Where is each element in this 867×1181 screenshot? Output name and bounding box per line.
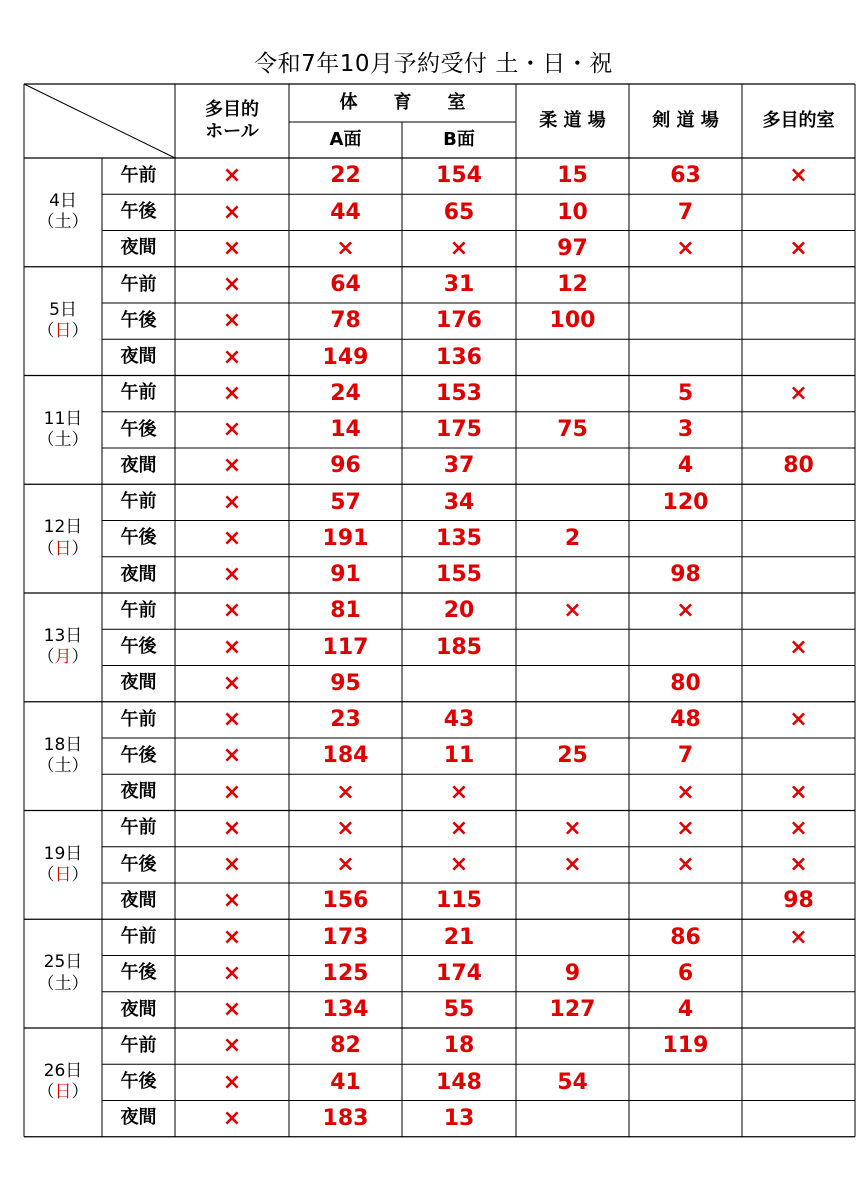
table-cell: 135: [436, 525, 482, 551]
day-label: [24, 811, 102, 920]
day-label: [24, 1028, 102, 1137]
table-cell: [516, 339, 629, 375]
period-label: 午前: [120, 817, 157, 839]
day-date: 26日: [43, 1061, 83, 1082]
table-cell: 80: [670, 670, 701, 696]
table-cell: ×: [563, 815, 582, 841]
period-label: 夜間: [120, 237, 157, 259]
table-cell: [516, 702, 629, 738]
header-judo: 柔 道 場: [539, 109, 606, 131]
table-cell: 43: [443, 707, 475, 733]
table-cell: 98: [783, 888, 814, 914]
table-cell: 134: [322, 997, 369, 1023]
table-cell: [742, 484, 855, 520]
table-cell: ×: [449, 235, 469, 261]
table-cell: ×: [789, 235, 808, 261]
day-date: 19日: [43, 843, 83, 864]
day-label: [24, 593, 102, 702]
table-cell: ×: [789, 779, 808, 805]
table-cell: 48: [670, 707, 701, 733]
table-cell: 81: [330, 598, 361, 624]
table-cell: 176: [436, 308, 482, 334]
header-hall: 多目的 ホール: [205, 98, 259, 142]
header-gym: 体 育 室: [339, 91, 466, 113]
table-cell: 100: [549, 308, 596, 334]
table-cell: 174: [436, 960, 482, 986]
table-cell: 41: [330, 1069, 361, 1095]
table-cell: 75: [557, 417, 588, 443]
weekday-char: 土: [54, 756, 72, 777]
table-cell: ×: [222, 888, 242, 914]
day-label: [24, 376, 102, 485]
period-label: 午後: [120, 309, 157, 331]
table-cell: 97: [557, 235, 588, 261]
table-cell: [742, 267, 855, 303]
table-cell: ×: [222, 1069, 242, 1095]
period-label: 午前: [120, 164, 157, 186]
table-cell: ×: [789, 815, 808, 841]
table-cell: 57: [330, 489, 361, 515]
table-cell: 86: [670, 924, 701, 950]
table-cell: [516, 883, 629, 919]
day-weekday: （日）: [37, 864, 89, 885]
day-label: [24, 158, 102, 267]
table-cell: ×: [222, 670, 242, 696]
table-cell: ×: [336, 852, 355, 878]
table-cell: 127: [549, 997, 596, 1023]
table-cell: 44: [330, 199, 361, 225]
table-cell: 155: [436, 562, 482, 588]
period-label: 午前: [120, 382, 157, 404]
table-cell: ×: [563, 852, 582, 878]
day-weekday: （日）: [37, 1082, 89, 1103]
table-cell: ×: [222, 308, 242, 334]
period-label: 午後: [120, 201, 157, 223]
weekday-char: 土: [54, 973, 72, 994]
table-cell: [629, 629, 742, 665]
page-title: 令和7年10月予約受付 土・日・祝: [254, 51, 613, 77]
table-cell: [742, 956, 855, 992]
table-cell: [742, 738, 855, 774]
table-cell: 3: [677, 417, 694, 443]
period-label: 午後: [120, 1071, 157, 1093]
table-cell: [629, 1101, 742, 1137]
table-cell: [516, 484, 629, 520]
table-cell: [629, 883, 742, 919]
table-cell: 21: [443, 924, 475, 950]
table-cell: 78: [330, 308, 361, 334]
table-cell: ×: [222, 272, 242, 298]
table-cell: ×: [789, 163, 808, 189]
table-cell: 5: [677, 380, 694, 406]
table-cell: [516, 919, 629, 955]
table-cell: [516, 557, 629, 593]
period-label: 午後: [120, 853, 157, 875]
table-cell: 2: [564, 525, 581, 551]
table-cell: ×: [222, 634, 242, 660]
period-label: 夜間: [120, 998, 157, 1020]
table-cell: 149: [322, 344, 369, 370]
table-cell: 20: [443, 598, 475, 624]
table-cell: ×: [676, 235, 695, 261]
table-cell: ×: [449, 852, 469, 878]
period-label: 午後: [120, 418, 157, 440]
header-gym-b: B面: [443, 128, 475, 150]
table-cell: ×: [336, 235, 355, 261]
table-cell: 12: [557, 272, 588, 298]
table-cell: ×: [222, 380, 242, 406]
table-cell: 64: [330, 272, 361, 298]
table-cell: 153: [436, 380, 482, 406]
day-label: [24, 919, 102, 1028]
period-label: 夜間: [120, 1107, 157, 1129]
table-cell: ×: [222, 852, 242, 878]
table-cell: 10: [557, 199, 588, 225]
table-cell: [742, 666, 855, 702]
table-cell: 55: [443, 997, 475, 1023]
table-cell: [742, 303, 855, 339]
table-cell: ×: [222, 199, 242, 225]
table-cell: 82: [330, 1033, 361, 1059]
table-cell: 31: [443, 272, 475, 298]
table-cell: [742, 521, 855, 557]
table-cell: ×: [222, 815, 242, 841]
period-label: 午後: [120, 636, 157, 658]
table-cell: 119: [662, 1033, 709, 1059]
weekday-char: 月: [54, 647, 72, 668]
table-cell: 98: [670, 562, 701, 588]
day-date: 12日: [43, 517, 83, 538]
table-cell: 185: [436, 634, 482, 660]
weekday-char: 日: [54, 864, 72, 885]
table-cell: [516, 1101, 629, 1137]
table-cell: [742, 194, 855, 230]
table-cell: ×: [222, 344, 242, 370]
weekday-char: 日: [54, 1082, 72, 1103]
table-cell: [742, 1101, 855, 1137]
table-cell: [629, 521, 742, 557]
table-cell: [516, 774, 629, 810]
table-cell: ×: [222, 525, 242, 551]
day-weekday: （土）: [37, 756, 89, 777]
weekday-char: 日: [54, 538, 72, 559]
table-cell: ×: [222, 1033, 242, 1059]
table-cell: [629, 339, 742, 375]
table-cell: [742, 1028, 855, 1064]
table-cell: 37: [443, 453, 475, 479]
period-label: 夜間: [120, 563, 157, 585]
table-cell: 96: [330, 453, 361, 479]
table-cell: ×: [222, 960, 242, 986]
table-cell: ×: [222, 453, 242, 479]
period-label: 午前: [120, 708, 157, 730]
period-label: 夜間: [120, 781, 157, 803]
table-cell: ×: [222, 598, 242, 624]
table-cell: ×: [449, 779, 469, 805]
period-label: 午後: [120, 744, 157, 766]
table-cell: 9: [564, 960, 581, 986]
table-cell: ×: [789, 707, 808, 733]
table-cell: 184: [322, 743, 369, 769]
table-cell: ×: [676, 779, 695, 805]
table-cell: ×: [222, 707, 242, 733]
table-cell: ×: [789, 924, 808, 950]
table-cell: 91: [330, 562, 361, 588]
table-cell: [516, 448, 629, 484]
table-cell: 18: [443, 1033, 475, 1059]
table-cell: ×: [222, 163, 242, 189]
table-cell: [742, 593, 855, 629]
day-weekday: （日）: [37, 538, 89, 559]
table-cell: ×: [336, 779, 355, 805]
table-cell: ×: [222, 489, 242, 515]
table-cell: 54: [557, 1069, 588, 1095]
period-label: 午前: [120, 491, 157, 513]
table-cell: 24: [330, 380, 361, 406]
weekday-char: 土: [54, 212, 72, 233]
header-kendo: 剣 道 場: [652, 109, 719, 131]
period-label: 午後: [120, 962, 157, 984]
period-label: 午前: [120, 273, 157, 295]
table-cell: 65: [443, 199, 475, 225]
day-weekday: （土）: [37, 973, 89, 994]
table-cell: ×: [222, 562, 242, 588]
period-label: 夜間: [120, 672, 157, 694]
table-cell: ×: [789, 852, 808, 878]
table-cell: 7: [677, 743, 694, 769]
table-cell: 23: [330, 707, 361, 733]
table-cell: [742, 339, 855, 375]
period-label: 午前: [120, 926, 157, 948]
table-cell: 6: [677, 960, 694, 986]
day-label: [24, 702, 102, 811]
table-cell: ×: [222, 924, 242, 950]
table-cell: 14: [330, 417, 361, 443]
table-cell: 156: [322, 888, 369, 914]
table-cell: 95: [330, 670, 361, 696]
table-cell: 22: [330, 163, 361, 189]
table-cell: 175: [436, 417, 482, 443]
table-cell: [742, 992, 855, 1028]
weekday-char: 土: [54, 429, 72, 450]
table-cell: 4: [677, 997, 694, 1023]
period-label: 午前: [120, 599, 157, 621]
table-cell: [629, 267, 742, 303]
table-cell: ×: [676, 852, 695, 878]
table-cell: [402, 666, 516, 702]
day-weekday: （土）: [37, 212, 89, 233]
header-gym-a: A面: [329, 128, 362, 150]
table-cell: ×: [789, 380, 808, 406]
table-cell: 7: [677, 199, 694, 225]
table-cell: [742, 557, 855, 593]
table-cell: [516, 666, 629, 702]
day-date: 18日: [43, 734, 83, 755]
table-cell: ×: [222, 417, 242, 443]
table-cell: [629, 1064, 742, 1100]
day-date: 25日: [43, 952, 83, 973]
table-cell: 4: [677, 453, 694, 479]
table-cell: [742, 1064, 855, 1100]
day-label: [24, 484, 102, 593]
table-cell: [516, 376, 629, 412]
day-date: 4日: [49, 191, 77, 212]
table-cell: 125: [322, 960, 369, 986]
table-cell: 154: [436, 163, 482, 189]
day-weekday: （日）: [37, 321, 89, 342]
table-cell: 117: [322, 634, 369, 660]
day-weekday: （月）: [37, 647, 89, 668]
day-label: [24, 267, 102, 376]
day-date: 5日: [49, 299, 77, 320]
table-cell: ×: [222, 997, 242, 1023]
table-cell: ×: [563, 598, 582, 624]
table-cell: 120: [662, 489, 709, 515]
table-cell: ×: [676, 815, 695, 841]
day-date: 13日: [43, 626, 83, 647]
table-cell: 11: [443, 743, 475, 769]
table-cell: 34: [443, 489, 475, 515]
weekday-char: 日: [54, 321, 72, 342]
header-multi-room: 多目的室: [762, 109, 835, 131]
table-cell: ×: [676, 598, 695, 624]
table-cell: 136: [436, 344, 482, 370]
table-cell: ×: [336, 815, 355, 841]
table-cell: ×: [222, 1105, 242, 1131]
corner-diagonal: [24, 84, 175, 158]
table-cell: ×: [222, 743, 242, 769]
table-cell: ×: [222, 235, 242, 261]
period-label: 午後: [120, 527, 157, 549]
period-label: 午前: [120, 1034, 157, 1056]
table-cell: [516, 629, 629, 665]
table-cell: 63: [670, 163, 701, 189]
table-cell: 13: [443, 1105, 475, 1131]
day-date: 11日: [43, 408, 83, 429]
period-label: 夜間: [120, 454, 157, 476]
table-cell: ×: [222, 779, 242, 805]
period-label: 夜間: [120, 889, 157, 911]
table-cell: 115: [436, 888, 482, 914]
table-cell: 191: [322, 525, 369, 551]
table-cell: 80: [783, 453, 814, 479]
day-weekday: （土）: [37, 429, 89, 450]
table-cell: 25: [557, 743, 588, 769]
table-cell: [742, 412, 855, 448]
table-cell: 173: [322, 924, 369, 950]
period-label: 夜間: [120, 346, 157, 368]
table-cell: 148: [436, 1069, 482, 1095]
table-cell: [516, 1028, 629, 1064]
table-cell: 183: [322, 1105, 369, 1131]
table-cell: ×: [789, 634, 808, 660]
table-cell: [629, 303, 742, 339]
table-cell: ×: [449, 815, 469, 841]
table-cell: 15: [557, 163, 588, 189]
